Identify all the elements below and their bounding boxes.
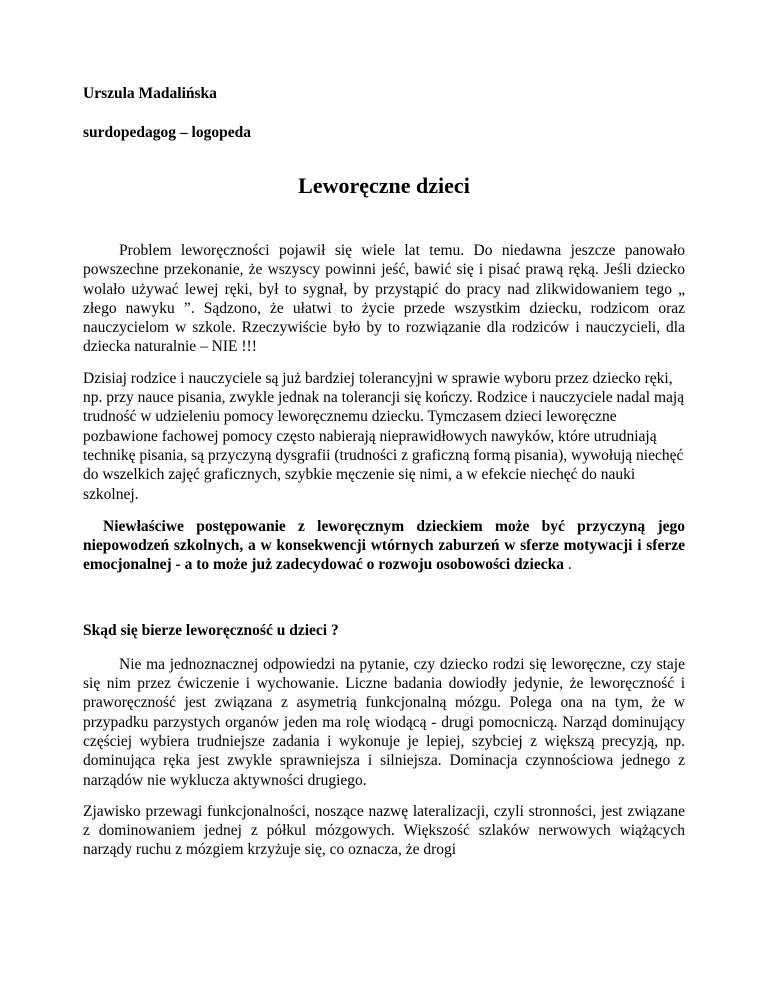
document-title: Leworęczne dzieci [298, 173, 470, 198]
warning-paragraph [83, 517, 685, 575]
warning-tail-text: . [563, 556, 572, 574]
document-page [83, 84, 685, 860]
tolerance-paragraph: Dzisiaj rodzice i nauczyciele są już bardziej tolerancyjni w sprawie wyboru przez dziecko ręki, np. przy nauce pisania, zwykle jednak na tolerancji się kończy. Rodzice i nauczyciele nadal mają trudność w udzieleniu pomocy leworęcznemu dziecku. Tymczasem dzieci leworęczne pozbawione fachowej pomocy często nabierają nieprawidłowych nawyków, które utrudniają technikę pisania, są przyczyną dysgrafii (trudności z graficzną formą pisania), wywołują niechęć do wszelkich zajęć graficznych, szybkie męczenie się nimi, a w efekcie niechęć do nauki szkolnej. [83, 369, 685, 503]
warning-bold-text: Niewłaściwe postępowanie z leworęcznym dzieckiem może być przyczyną jego niepowodzeń szkolnych, a w konsekwencji wtórnych zaburzeń w sferze motywacji i sferze emocjonalnej - a to może już zadecydować o rozwoju osobowości dziecka [83, 517, 685, 574]
author-name: Urszula Madalińska [83, 85, 217, 102]
origin-paragraph: Nie ma jednoznacznej odpowiedzi na pytanie, czy dziecko rodzi się leworęczne, czy staje się nim przez ćwiczenie i wychowanie. Liczne badania dowiodły jedynie, że leworęczność i praworęczność jest związana z asymetrią funkcjonalną mózgu. Polega ona na tym, że w przypadku parzystych organów jeden ma rolę wiodącą - drugi pomocniczą. Narząd dominujący częściej wybiera trudniejsze zadania i wykonuje je lepiej, szybciej z większą precyzją, np. dominująca ręka jest zwykle sprawniejsza i silniejsza. Dominacja czynnościowa jednego z narządów nie wyklucza aktywności drugiego. [83, 655, 685, 789]
author-role: surdopedagog – logopeda [83, 124, 251, 141]
lateralization-paragraph: Zjawisko przewagi funkcjonalności, noszące nazwę lateralizacji, czyli stronności, jest związane z dominowaniem jednej z półkul mózgowych. Większość szlaków nerwowych wiążących narządy ruchu z mózgiem krzyżuje się, co oznacza, że drogi [83, 802, 685, 859]
section-heading: Skąd się bierze leworęczność u dzieci ? [83, 621, 339, 639]
intro-paragraph: Problem leworęczności pojawił się wiele lat temu. Do niedawna jeszcze panowało powszechne przekonanie, że wszyscy powinni jeść, bawić się i pisać prawą ręką. Jeśli dziecko wolało używać lewej ręki, był to sygnał, by przystąpić do pracy nad zlikwidowaniem tego „ złego nawyku ”. Sądzono, że ułatwi to życie przede wszystkim dziecku, rodzicom oraz nauczycielom w szkole. Rzeczywiście było by to rozwiązanie dla rodziców i nauczycieli, dla dziecka naturalnie – NIE !!! [83, 242, 685, 356]
